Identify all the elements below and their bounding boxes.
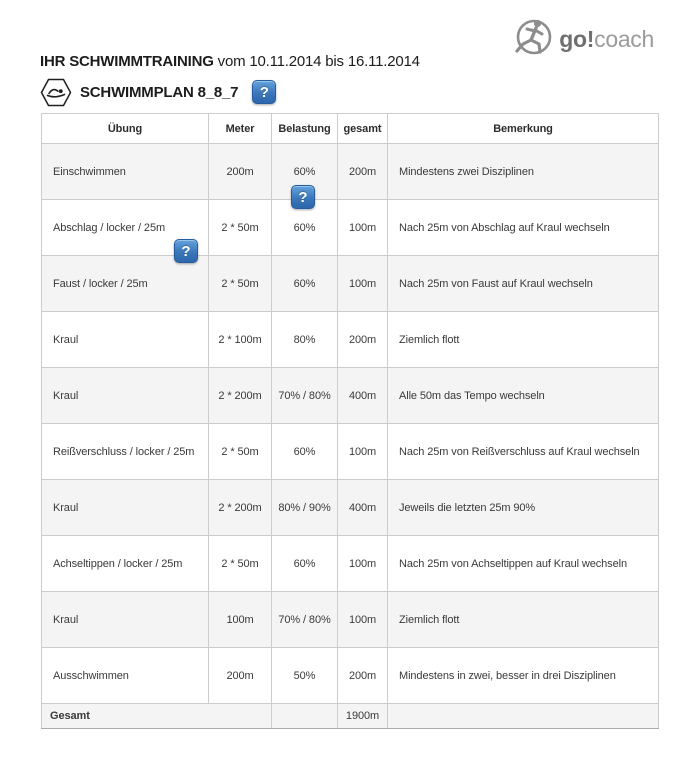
cell-uebung: Achseltippen / locker / 25m <box>42 536 209 592</box>
cell-belastung: 60% <box>272 144 338 200</box>
cell-bemerkung: Nach 25m von Achseltippen auf Kraul wechseln <box>388 536 659 592</box>
cell-belastung: 80% / 90% <box>272 480 338 536</box>
plan-header <box>40 77 276 107</box>
table-row <box>42 592 659 648</box>
cell-bemerkung: Nach 25m von Faust auf Kraul wechseln <box>388 256 659 312</box>
cell-meter: 2 * 50m <box>209 536 272 592</box>
logo-text <box>559 26 654 53</box>
cell-bemerkung: Mindestens zwei Disziplinen <box>388 144 659 200</box>
cell-meter: 200m <box>209 648 272 704</box>
table-row <box>42 480 659 536</box>
col-header-gesamt: gesamt <box>338 114 388 144</box>
table-header-row <box>42 114 659 144</box>
cell-meter: 2 * 200m <box>209 480 272 536</box>
swimmer-icon <box>40 78 72 107</box>
page-title <box>40 53 420 70</box>
help-button-belastung[interactable]: ? <box>291 185 315 209</box>
cell-belastung: 60% <box>272 200 338 256</box>
plan-title: SCHWIMMPLAN 8_8_7 <box>80 83 239 101</box>
footer-total: 1900m <box>338 704 388 729</box>
cell-bemerkung: Jeweils die letzten 25m 90% <box>388 480 659 536</box>
table-row <box>42 368 659 424</box>
cell-bemerkung: Nach 25m von Abschlag auf Kraul wechseln <box>388 200 659 256</box>
cell-gesamt: 200m <box>338 144 388 200</box>
cell-belastung: 80% <box>272 312 338 368</box>
footer-empty-belastung <box>272 704 338 729</box>
cell-meter: 2 * 50m <box>209 424 272 480</box>
cell-bemerkung: Ziemlich flott <box>388 592 659 648</box>
cell-gesamt: 200m <box>338 648 388 704</box>
cell-uebung: Ausschwimmen <box>42 648 209 704</box>
cell-belastung: 50% <box>272 648 338 704</box>
cell-meter: 2 * 50m <box>209 200 272 256</box>
cell-belastung: 60% <box>272 536 338 592</box>
cell-bemerkung: Mindestens in zwei, besser in drei Disziplinen <box>388 648 659 704</box>
cell-gesamt: 100m <box>338 256 388 312</box>
cell-bemerkung: Alle 50m das Tempo wechseln <box>388 368 659 424</box>
help-button-uebung[interactable]: ? <box>174 239 198 263</box>
cell-bemerkung: Ziemlich flott <box>388 312 659 368</box>
col-header-meter: Meter <box>209 114 272 144</box>
cell-gesamt: 100m <box>338 200 388 256</box>
cell-meter: 2 * 50m <box>209 256 272 312</box>
cell-belastung: 60% <box>272 256 338 312</box>
table-row <box>42 536 659 592</box>
cell-meter: 2 * 200m <box>209 368 272 424</box>
cell-uebung: Reißverschluss / locker / 25m <box>42 424 209 480</box>
footer-empty-bemerkung <box>388 704 659 729</box>
table-row <box>42 424 659 480</box>
training-plan-table <box>41 113 659 729</box>
col-header-uebung: Übung <box>42 114 209 144</box>
cell-uebung: Kraul <box>42 312 209 368</box>
cell-belastung: 70% / 80% <box>272 368 338 424</box>
cell-meter: 2 * 100m <box>209 312 272 368</box>
cell-gesamt: 200m <box>338 312 388 368</box>
cell-gesamt: 100m <box>338 536 388 592</box>
cell-uebung: Kraul <box>42 592 209 648</box>
col-header-bemerkung: Bemerkung <box>388 114 659 144</box>
cell-bemerkung: Nach 25m von Reißverschluss auf Kraul wechseln <box>388 424 659 480</box>
cell-meter: 100m <box>209 592 272 648</box>
cell-gesamt: 100m <box>338 592 388 648</box>
cell-uebung: Kraul <box>42 368 209 424</box>
table-row <box>42 200 659 256</box>
table-row <box>42 648 659 704</box>
cell-meter: 200m <box>209 144 272 200</box>
cell-uebung: Faust / locker / 25m <box>42 256 209 312</box>
table-row <box>42 312 659 368</box>
col-header-belastung: Belastung <box>272 114 338 144</box>
cell-uebung: Einschwimmen <box>42 144 209 200</box>
gocoach-logo <box>511 16 654 63</box>
cell-belastung: 60% <box>272 424 338 480</box>
cell-uebung: Abschlag / locker / 25m <box>42 200 209 256</box>
cell-belastung: 70% / 80% <box>272 592 338 648</box>
footer-label: Gesamt <box>42 704 272 729</box>
table-row <box>42 256 659 312</box>
logo-text-bold: go! <box>559 26 595 52</box>
table-footer-row <box>42 704 659 729</box>
page-title-daterange: vom 10.11.2014 bis 16.11.2014 <box>213 53 420 70</box>
logo-text-light: coach <box>594 26 654 52</box>
cell-gesamt: 100m <box>338 424 388 480</box>
table-row <box>42 144 659 200</box>
help-button-plan[interactable]: ? <box>252 80 276 104</box>
cell-gesamt: 400m <box>338 480 388 536</box>
page-title-bold: IHR SCHWIMMTRAINING <box>40 53 214 70</box>
cell-gesamt: 400m <box>338 368 388 424</box>
cell-uebung: Kraul <box>42 480 209 536</box>
runner-logo-icon <box>511 16 555 63</box>
